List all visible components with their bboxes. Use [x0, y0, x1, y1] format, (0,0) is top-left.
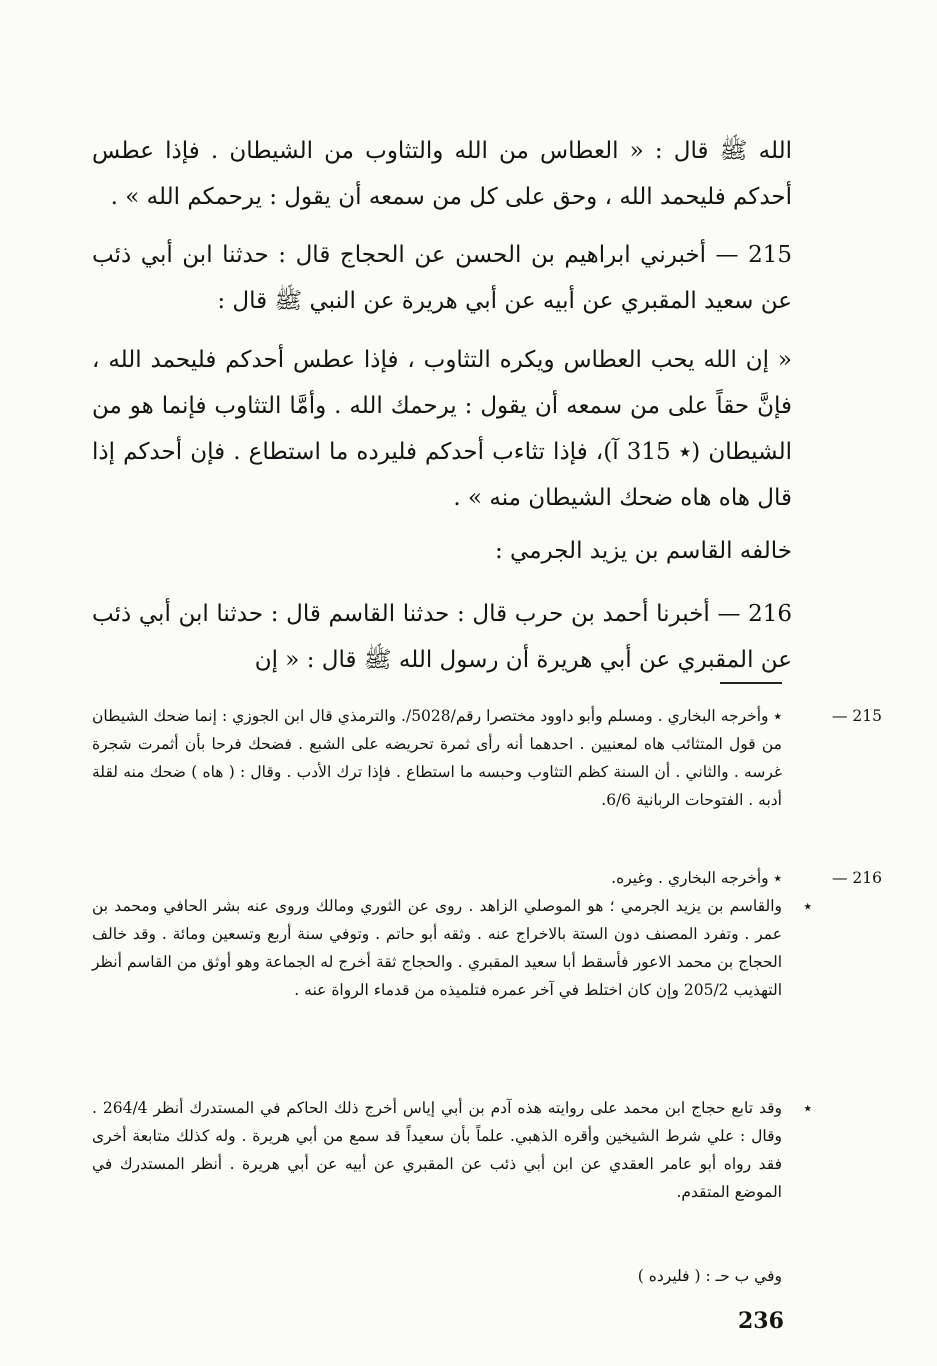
footnote-text: ٭ وأخرجه البخاري . ومسلم وأبو داوود مختصرا رقم/5028/. والترمذي قال ابن الجوزي : إنما ضحك الشيطان من قول المتثائب هاه لمعنيين . احدهما أنه رأى ثمرة تحريضه على الشبع . فضحك فرحا بأن أثمرت شجرة غرسه . والثاني . أن السنة كظم التثاوب وحبسه ما استطاع . فإذا ترك الأدب . وقال : ( هاه ) ضحك منه لقلة أدبه . الفتوحات الربانية 6/6. [92, 707, 782, 809]
hadith-215-matn: « إن الله يحب العطاس ويكره التثاوب ، فإذا عطس أحدكم فليحمد الله ، فإنَّ حقاً على من سمعه أن يقول : يرحمك الله . وأمَّا التثاوب فإنما هو من الشيطان (٭ 315 آ)، فإذا تثاءب أحدكم فليرده ما استطاع . فإن أحدكم إذا قال هاه هاه ضحك الشيطان منه » . [92, 347, 792, 511]
page-number: 236 [738, 1308, 784, 1334]
main-paragraph-5 [92, 591, 792, 683]
main-paragraph-3 [92, 337, 792, 521]
footnote-215 [92, 702, 882, 814]
footnote-text: ٭ وأخرجه البخاري . وغيره. [611, 869, 782, 887]
footnote-216 [92, 864, 882, 892]
footnote-number: 216 — [831, 869, 882, 887]
footnote-marker: ٭ [803, 897, 812, 915]
footnote-text: وفي ب حـ : ( فليرده ) [637, 1267, 782, 1285]
footnote-qasim [92, 892, 812, 1004]
footnote-text: وقد تابع حجاج ابن محمد على روايته هذه آدم بن أبي إياس أخرج ذلك الحاكم في المستدرك أنظر 264/4 . وقال : علي شرط الشيخين وأقره الذهبي. علماً بأن سعيداً قد سمع من أبي هريرة . وله كذلك متابعة أخرى فقد رواه أبو عامر العقدي عن ابن أبي ذئب عن المقبري عن أبيه عن أبي هريرة . أنظر المستدرك في الموضع المتقدم. [92, 1099, 782, 1201]
hadith-ending-text: الله ﷺ قال : « العطاس من الله والتثاوب من الشيطان . فإذا عطس أحدكم فليحمد الله ، وحق على كل من سمعه أن يقول : يرحمكم الله » . [92, 138, 792, 210]
main-paragraph-1 [92, 128, 792, 220]
footnote-marker: ٭ [803, 1099, 812, 1117]
footnote-variant [92, 1262, 812, 1290]
main-paragraph-2 [92, 232, 792, 324]
footnote-separator [720, 682, 782, 684]
section-heading: خالفه القاسم بن يزيد الجرمي : [494, 538, 792, 564]
hadith-215-isnad: 215 — أخبرني ابراهيم بن الحسن عن الحجاج قال : حدثنا ابن أبي ذئب عن سعيد المقبري عن أبيه عن أبي هريرة عن النبي ﷺ قال : [92, 242, 792, 314]
footnote-mutabaa [92, 1094, 812, 1206]
footnote-text: والقاسم بن يزيد الجرمي ؛ هو الموصلي الزاهد . روى عن الثوري ومالك وروى عنه بشر الحافي ومحمد بن عمر . وتفرد المصنف دون الستة بالاخراج عنه . وثقه أبو حاتم . وتوفي سنة أربع وتسعين ومائة . وقد خالف الحجاج بن محمد الاعور فأسقط أبا سعيد المقبري . والحجاج ثقة أخرج له الجماعة وهو أوثق من القاسم أنظر التهذيب 205/2 وإن كان اختلط في آخر عمره فتلميذه من قدماء الرواة عنه . [92, 897, 782, 999]
main-paragraph-4 [92, 528, 792, 574]
footnote-number: 215 — [831, 707, 882, 725]
hadith-216-isnad: 216 — أخبرنا أحمد بن حرب قال : حدثنا القاسم قال : حدثنا ابن أبي ذئب عن المقبري عن أبي هريرة أن رسول الله ﷺ قال : « إن [92, 601, 792, 673]
